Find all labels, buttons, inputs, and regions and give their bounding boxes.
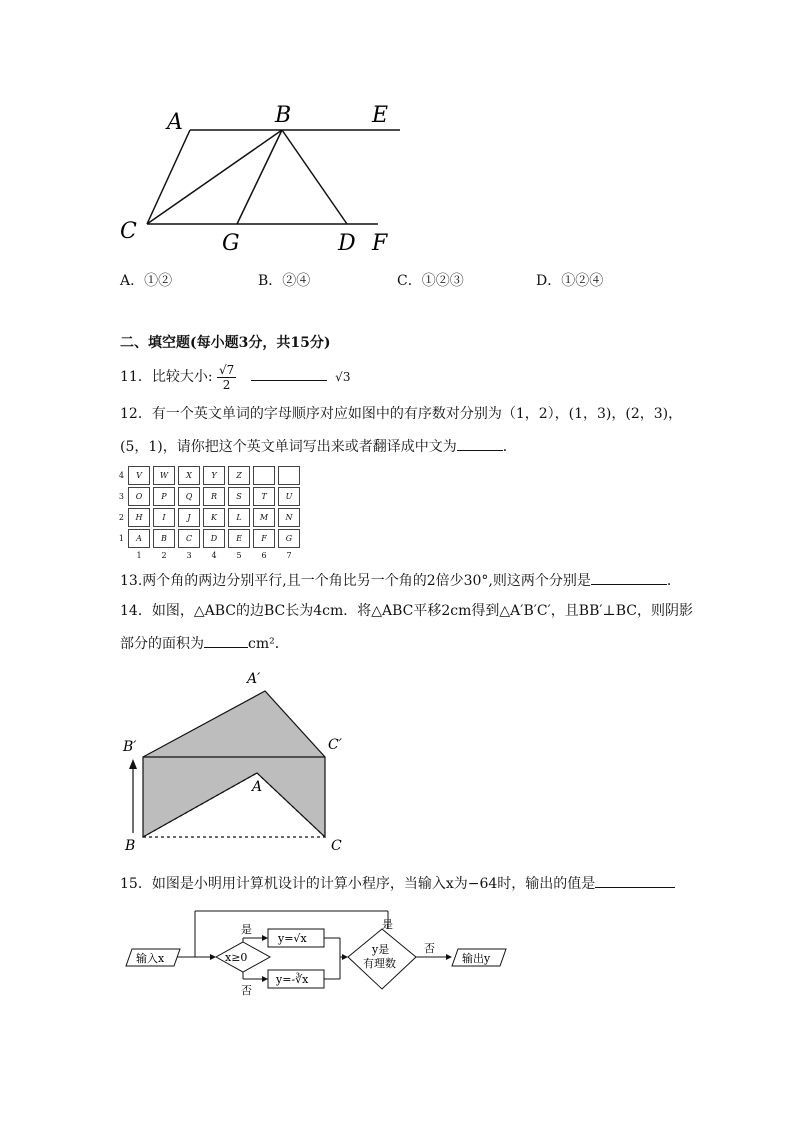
label-c: C bbox=[120, 219, 137, 244]
process-sqrt-label: y=√x bbox=[278, 932, 307, 945]
q11-answer-blank[interactable] bbox=[251, 366, 327, 381]
grid-cell: T bbox=[253, 487, 275, 506]
grid-cell: P bbox=[153, 487, 175, 506]
grid-col-number: 7 bbox=[286, 551, 292, 560]
option-c[interactable]: C．①②③ bbox=[397, 273, 464, 289]
no-label-1: 否 bbox=[241, 984, 252, 997]
grid-col-number: 3 bbox=[186, 551, 192, 560]
grid-cell: N bbox=[278, 508, 300, 527]
grid-row-number: 4 bbox=[118, 471, 124, 480]
grid-cell: L bbox=[228, 508, 250, 527]
grid-row-number: 1 bbox=[118, 534, 124, 543]
process-cbrt-label: y=-∛x bbox=[276, 973, 309, 986]
label-c-prime: C′ bbox=[328, 737, 342, 753]
q12-answer-blank[interactable] bbox=[457, 436, 503, 451]
segment-bd bbox=[282, 130, 347, 224]
letter-grid-table bbox=[114, 464, 303, 564]
question-15: 15．如图是小明用计算机设计的计算小程序，当输入x为−64时，输出的值是 bbox=[120, 873, 675, 894]
segment-bg bbox=[237, 130, 282, 224]
figure-abcd bbox=[110, 95, 420, 260]
grid-cell: V bbox=[128, 466, 150, 485]
arrow-head-icon bbox=[129, 759, 137, 769]
grid-cell bbox=[253, 466, 275, 485]
question-14-line1: 14．如图，△ABC的边BC长为4cm．将△ABC平移2cm得到△A′B′C′，且BB′⊥BC，则阴影 bbox=[120, 603, 693, 619]
grid-cell: J bbox=[178, 508, 200, 527]
output-label: 输出y bbox=[462, 952, 491, 965]
question-12-line1: 12．有一个英文单词的字母顺序对应如图中的有序数对分别为（1，2），(1，3)，(2，3)， bbox=[120, 406, 683, 422]
grid-row-number: 2 bbox=[118, 513, 124, 522]
grid-col-number: 5 bbox=[236, 551, 242, 560]
question-13: 13.两个角的两边分别平行,且一个角比另一个角的2倍少30°,则这两个分别是 ． bbox=[120, 570, 681, 591]
q11-prefix: 11．比较大小: bbox=[120, 369, 213, 385]
figure-translation bbox=[115, 665, 365, 860]
grid-cell: K bbox=[203, 508, 225, 527]
question-14-line2: 部分的面积为 cm²． bbox=[120, 633, 289, 654]
grid-cell: D bbox=[203, 529, 225, 548]
grid-cell: O bbox=[128, 487, 150, 506]
grid-col-number: 4 bbox=[211, 551, 217, 560]
grid-cell: I bbox=[153, 508, 175, 527]
grid-cell: B bbox=[153, 529, 175, 548]
grid-cell: A bbox=[128, 529, 150, 548]
label-b: B bbox=[125, 838, 136, 854]
label-b: B bbox=[275, 103, 292, 128]
flowchart bbox=[120, 905, 520, 1005]
grid-cell: E bbox=[228, 529, 250, 548]
cond-label: x≥0 bbox=[225, 951, 248, 964]
label-a: A bbox=[167, 110, 183, 135]
label-a-prime: A′ bbox=[247, 671, 261, 687]
section-title: 二、填空题(每小题3分，共15分) bbox=[120, 335, 331, 351]
no-label-2: 否 bbox=[424, 942, 435, 955]
grid-cell: M bbox=[253, 508, 275, 527]
grid-cell: W bbox=[153, 466, 175, 485]
option-b[interactable]: B．②④ bbox=[258, 273, 311, 289]
grid-cell: Y bbox=[203, 466, 225, 485]
yes-label-2: 是 bbox=[382, 918, 393, 931]
grid-cell: X bbox=[178, 466, 200, 485]
arrow-head-icon bbox=[262, 935, 268, 941]
grid-col-number: 1 bbox=[136, 551, 142, 560]
label-g: G bbox=[222, 231, 240, 256]
grid-col-number: 6 bbox=[261, 551, 267, 560]
grid-cell: S bbox=[228, 487, 250, 506]
grid-cell: H bbox=[128, 508, 150, 527]
grid-row-number: 3 bbox=[118, 492, 124, 501]
label-e: E bbox=[372, 103, 389, 128]
question-12-line2: (5，1)，请你把这个英文单词写出来或者翻译成中文为 ． bbox=[120, 436, 517, 457]
q14-answer-blank[interactable] bbox=[204, 633, 248, 648]
label-f: F bbox=[372, 231, 388, 256]
label-a: A bbox=[252, 779, 263, 795]
segment-bc bbox=[147, 130, 282, 224]
q13-answer-blank[interactable] bbox=[591, 570, 667, 585]
q11-fraction bbox=[217, 363, 236, 392]
label-b-prime: B′ bbox=[123, 739, 137, 755]
option-a[interactable]: A．①② bbox=[120, 273, 173, 289]
arrow-head-icon bbox=[446, 954, 452, 960]
grid-cell: U bbox=[278, 487, 300, 506]
letter-grid bbox=[114, 464, 303, 564]
grid-cell: Z bbox=[228, 466, 250, 485]
grid-cell: R bbox=[203, 487, 225, 506]
cond2-label-a: y是 bbox=[372, 943, 390, 956]
input-label: 输入x bbox=[136, 952, 165, 965]
grid-cell: C bbox=[178, 529, 200, 548]
label-d: D bbox=[338, 231, 356, 256]
q11-fraction-num: √7 bbox=[218, 362, 235, 377]
q15-answer-blank[interactable] bbox=[595, 873, 675, 888]
yes-label-1: 是 bbox=[241, 923, 252, 936]
grid-cell: G bbox=[278, 529, 300, 548]
shaded-region bbox=[143, 691, 325, 837]
q11-right: √3 bbox=[335, 370, 351, 384]
option-d[interactable]: D．①②④ bbox=[536, 273, 604, 289]
grid-col-number: 2 bbox=[161, 551, 167, 560]
question-11 bbox=[120, 361, 350, 393]
grid-cell: Q bbox=[178, 487, 200, 506]
arrow-head-icon bbox=[262, 976, 268, 982]
arrow-head-icon bbox=[342, 954, 348, 960]
cond2-label-b: 有理数 bbox=[363, 957, 396, 970]
label-c: C bbox=[331, 838, 342, 854]
grid-cell: F bbox=[253, 529, 275, 548]
grid-cell bbox=[278, 466, 300, 485]
q11-fraction-den: 2 bbox=[222, 377, 231, 392]
